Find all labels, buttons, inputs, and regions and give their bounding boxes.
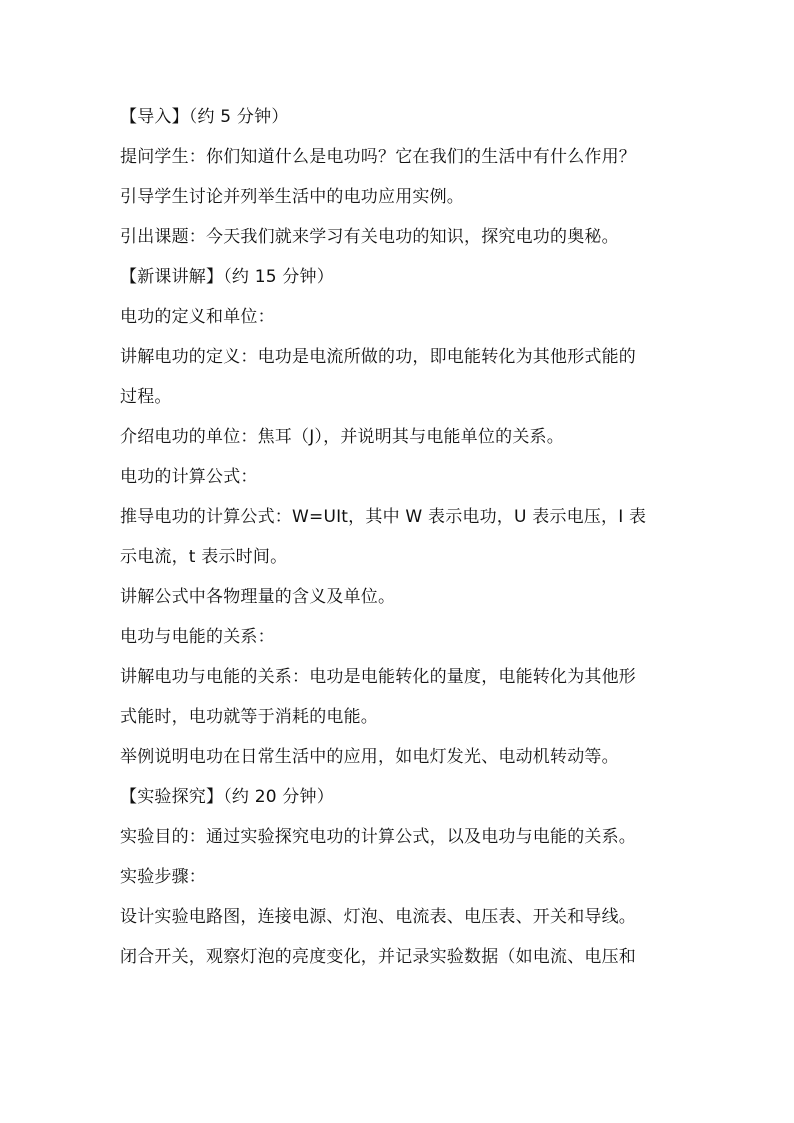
paragraph-line: 引导学生讨论并列举生活中的电功应用实例。	[120, 187, 464, 207]
paragraph-line: 讲解电功的定义：电功是电流所做的功，即电能转化为其他形式能的	[120, 347, 636, 367]
paragraph-line: 引出课题：今天我们就来学习有关电功的知识，探究电功的奥秘。	[120, 227, 619, 247]
paragraph-line: 提问学生：你们知道什么是电功吗？它在我们的生活中有什么作用？	[120, 147, 636, 167]
paragraph-line: 推导电功的计算公式：W=UIt，其中 W 表示电功，U 表示电压，I 表	[120, 507, 647, 527]
section-heading-intro: 【导入】（约 5 分钟）	[120, 107, 289, 127]
paragraph-line: 示电流，t 表示时间。	[120, 547, 288, 567]
paragraph-line: 过程。	[120, 387, 172, 407]
paragraph-line: 实验目的：通过实验探究电功的计算公式，以及电功与电能的关系。	[120, 827, 636, 847]
paragraph-line: 讲解公式中各物理量的含义及单位。	[120, 587, 396, 607]
subheading-line: 电功与电能的关系：	[120, 627, 275, 647]
subheading-line: 电功的计算公式：	[120, 467, 258, 487]
paragraph-line: 举例说明电功在日常生活中的应用，如电灯发光、电动机转动等。	[120, 747, 619, 767]
paragraph-line: 设计实验电路图，连接电源、灯泡、电流表、电压表、开关和导线。	[120, 907, 636, 927]
paragraph-line: 讲解电功与电能的关系：电功是电能转化的量度，电能转化为其他形	[120, 667, 636, 687]
section-heading-new-lesson: 【新课讲解】（约 15 分钟）	[120, 267, 334, 287]
subheading-line: 实验步骤：	[120, 867, 206, 887]
paragraph-line: 闭合开关，观察灯泡的亮度变化，并记录实验数据（如电流、电压和	[120, 947, 636, 967]
paragraph-line: 介绍电功的单位：焦耳（J），并说明其与电能单位的关系。	[120, 427, 564, 447]
paragraph-line: 式能时，电功就等于消耗的电能。	[120, 707, 378, 727]
subheading-line: 电功的定义和单位：	[120, 307, 275, 327]
section-heading-experiment: 【实验探究】（约 20 分钟）	[120, 787, 334, 807]
document-page	[120, 102, 682, 972]
